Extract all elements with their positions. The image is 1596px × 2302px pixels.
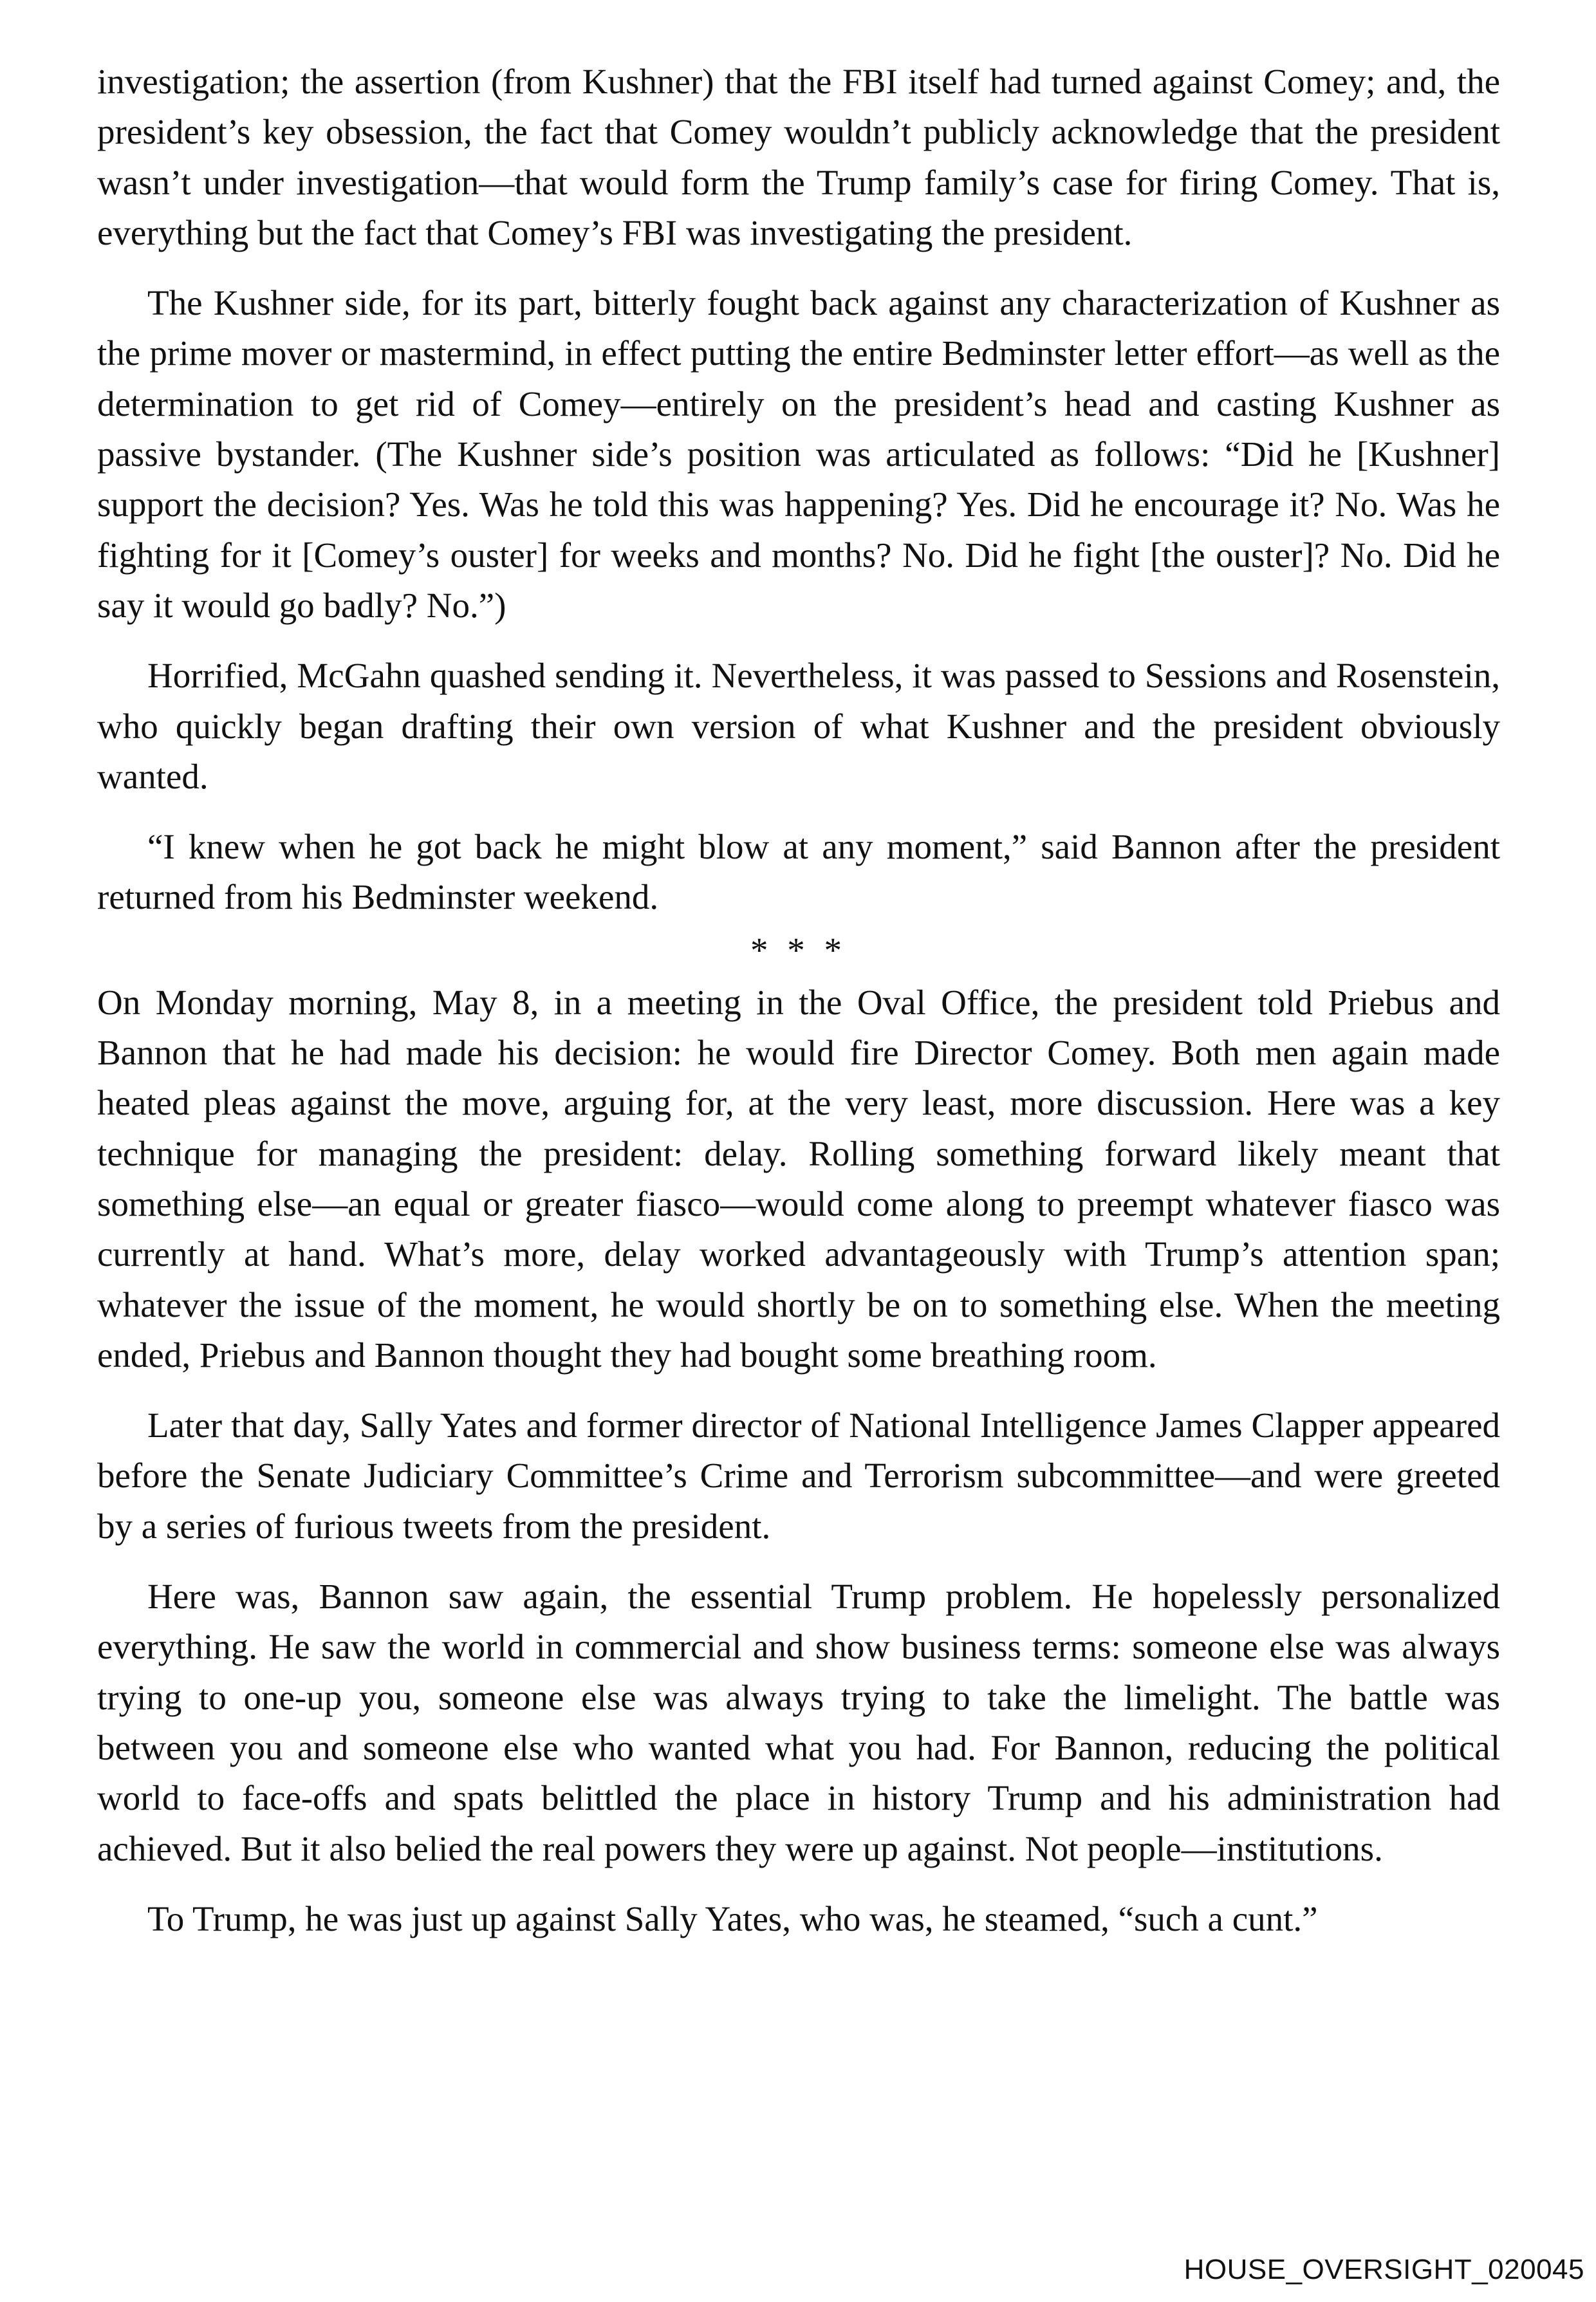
paragraph-trump-problem: Here was, Bannon saw again, the essential Trump problem. He hopelessly personalized everything. He saw the world in commercial and show business terms: someone else was always trying to one-up you, someone else was always trying to take the limelight. The battle was between you and someone else who wanted what you had. For Bannon, reducing the political world to face-offs and spats belittled the place in history Trump and his administration had achieved. But it also belied the real powers they were up against. Not people—institutions. — [97, 1577, 1500, 1868]
paragraph-kushner-side: The Kushner side, for its part, bitterly fought back against any characterization of Kushner as the prime mover or mastermind, in effect putting the entire Bedminster letter effort—as well as the determination to get rid of Comey—entirely on the president’s head and casting Kushner as passive bystander. (The Kushner side’s position was articulated as follows: “Did he [Kushner] support the decision? Yes. Was he told this was happening? Yes. Did he encourage it? No. Was he fighting for it [Comey’s ouster] for weeks and months? No. Did he fight [the ouster]? No. Did he say it would go badly? No.”) — [97, 283, 1500, 625]
section-break: * * * — [750, 930, 847, 970]
paragraph-yates-clapper: Later that day, Sally Yates and former director of National Intelligence James Clapper appeared before the Senate Judiciary Committee’s Crime and Terrorism subcommittee—and were greeted by a series of furious tweets from the president. — [97, 1406, 1500, 1546]
paragraph-monday-meeting: On Monday morning, May 8, in a meeting in the Oval Office, the president told Priebus and Bannon that he had made his decision: he would fire Director Comey. Both men again made heated pleas against the move, arguing for, at the very least, more discussion. Here was a key technique for managing the president: delay. Rolling something forward likely meant that something else—an equal or greater fiasco—would come along to preempt whatever fiasco was currently at hand. What’s more, delay worked advantageously with Trump’s attention span; whatever the issue of the moment, he would shortly be on to something else. When the meeting ended, Priebus and Bannon thought they had bought some breathing room. — [97, 982, 1500, 1375]
paragraph-sally-yates: To Trump, he was just up against Sally Yates, who was, he steamed, “such a cunt.” — [147, 1898, 1318, 1938]
paragraph-mcgahn: Horrified, McGahn quashed sending it. Nevertheless, it was passed to Sessions and Rosenstein, who quickly began drafting their own version of what Kushner and the president obviously wanted. — [97, 656, 1500, 796]
paragraph-continuation: investigation; the assertion (from Kushner) that the FBI itself had turned against Comey; and, the president’s key obsession, the fact that Comey wouldn’t publicly acknowledge that the president wasn’t under investigation—that would form the Trump family’s case for firing Comey. That is, everything but the fact that Comey’s FBI was investigating the president. — [97, 62, 1500, 252]
paragraph-bannon-quote: “I knew when he got back he might blow at any moment,” said Bannon after the president returned from his Bedminster weekend. — [97, 827, 1500, 917]
page-body — [97, 57, 1500, 1964]
bates-stamp: HOUSE_OVERSIGHT_020045 — [1183, 2254, 1584, 2285]
